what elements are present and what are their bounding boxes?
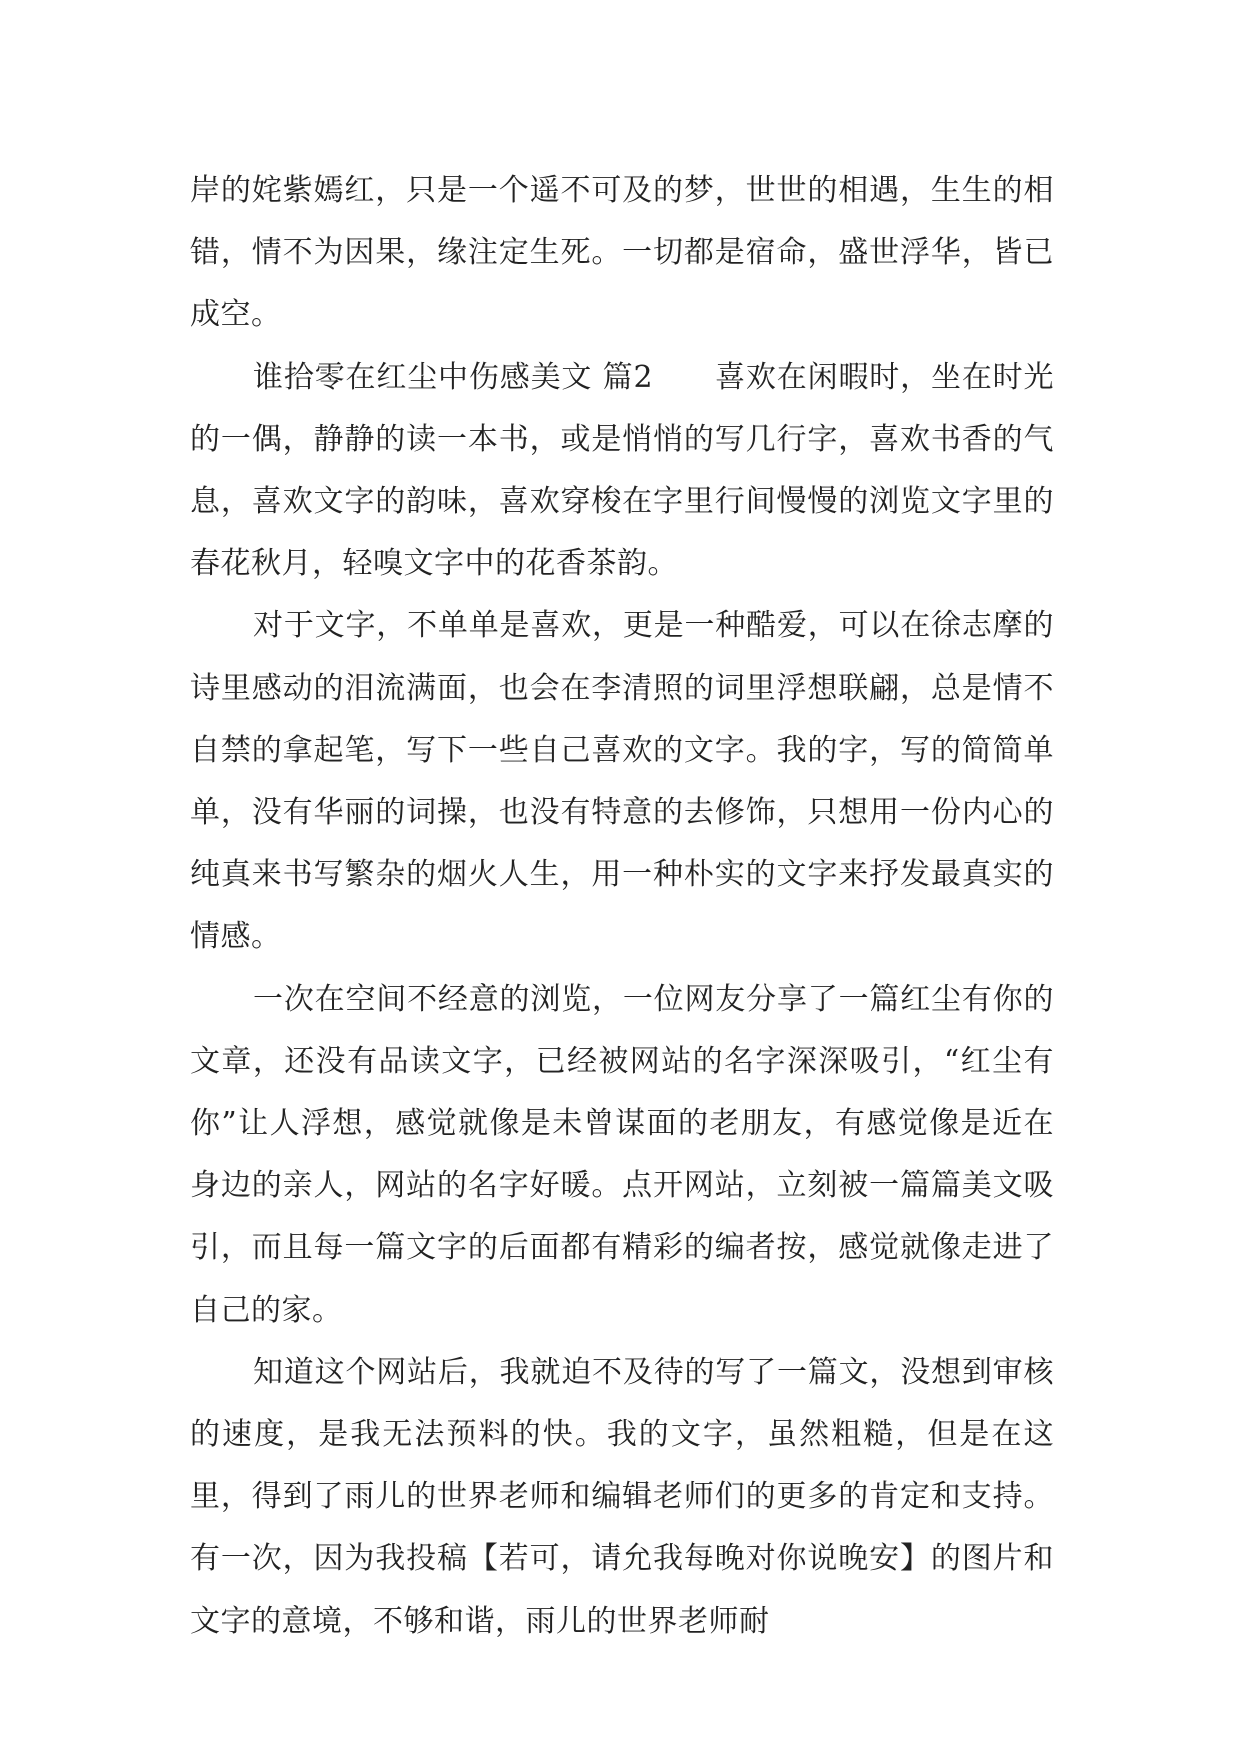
paragraph: 一次在空间不经意的浏览，一位网友分享了一篇红尘有你的文章，还没有品读文字，已经被网站的名字深深吸引，“红尘有你”让人浮想，感觉就像是未曾谋面的老朋友，有感觉像是近在身边的亲人，网站的名字好暖。点开网站，立刻被一篇篇美文吸引，而且每一篇文字的后面都有精彩的编者按，感觉就像走进了自己的家。: [190, 981, 1054, 1328]
paragraph: 对于文字，不单单是喜欢，更是一种酷爱，可以在徐志摩的诗里感动的泪流满面，也会在李清照的词里浮想联翩，总是情不自禁的拿起笔，写下一些自己喜欢的文字。我的字，写的简简单单，没有华丽的词操，也没有特意的去修饰，只想用一份内心的纯真来书写繁杂的烟火人生，用一种朴实的文字来抒发最真实的情感。: [190, 608, 1054, 955]
paragraph-continuation: 岸的姹紫嫣红，只是一个遥不可及的梦，世世的相遇，生生的相错，情不为因果，缘注定生死。一切都是宿命，盛世浮华，皆已成空。: [190, 173, 1054, 333]
paragraph: 知道这个网站后，我就迫不及待的写了一篇文，没想到审核的速度，是我无法预料的快。我的文字，虽然粗糙，但是在这里，得到了雨儿的世界老师和编辑老师们的更多的肯定和支持。有一次，因为我投稿【若可，请允我每晚对你说晚安】的图片和文字的意境，不够和谐，雨儿的世界老师耐: [190, 1354, 1054, 1639]
document-body: [190, 160, 1054, 1653]
paragraph-section-heading: 谁拾零在红尘中伤感美文 篇2 喜欢在闲暇时，坐在时光的一偶，静静的读一本书，或是悄悄的写几行字，喜欢书香的气息，喜欢文字的韵味，喜欢穿梭在字里行间慢慢的浏览文字里的春花秋月，轻嗅文字中的花香茶韵。: [190, 359, 1054, 582]
